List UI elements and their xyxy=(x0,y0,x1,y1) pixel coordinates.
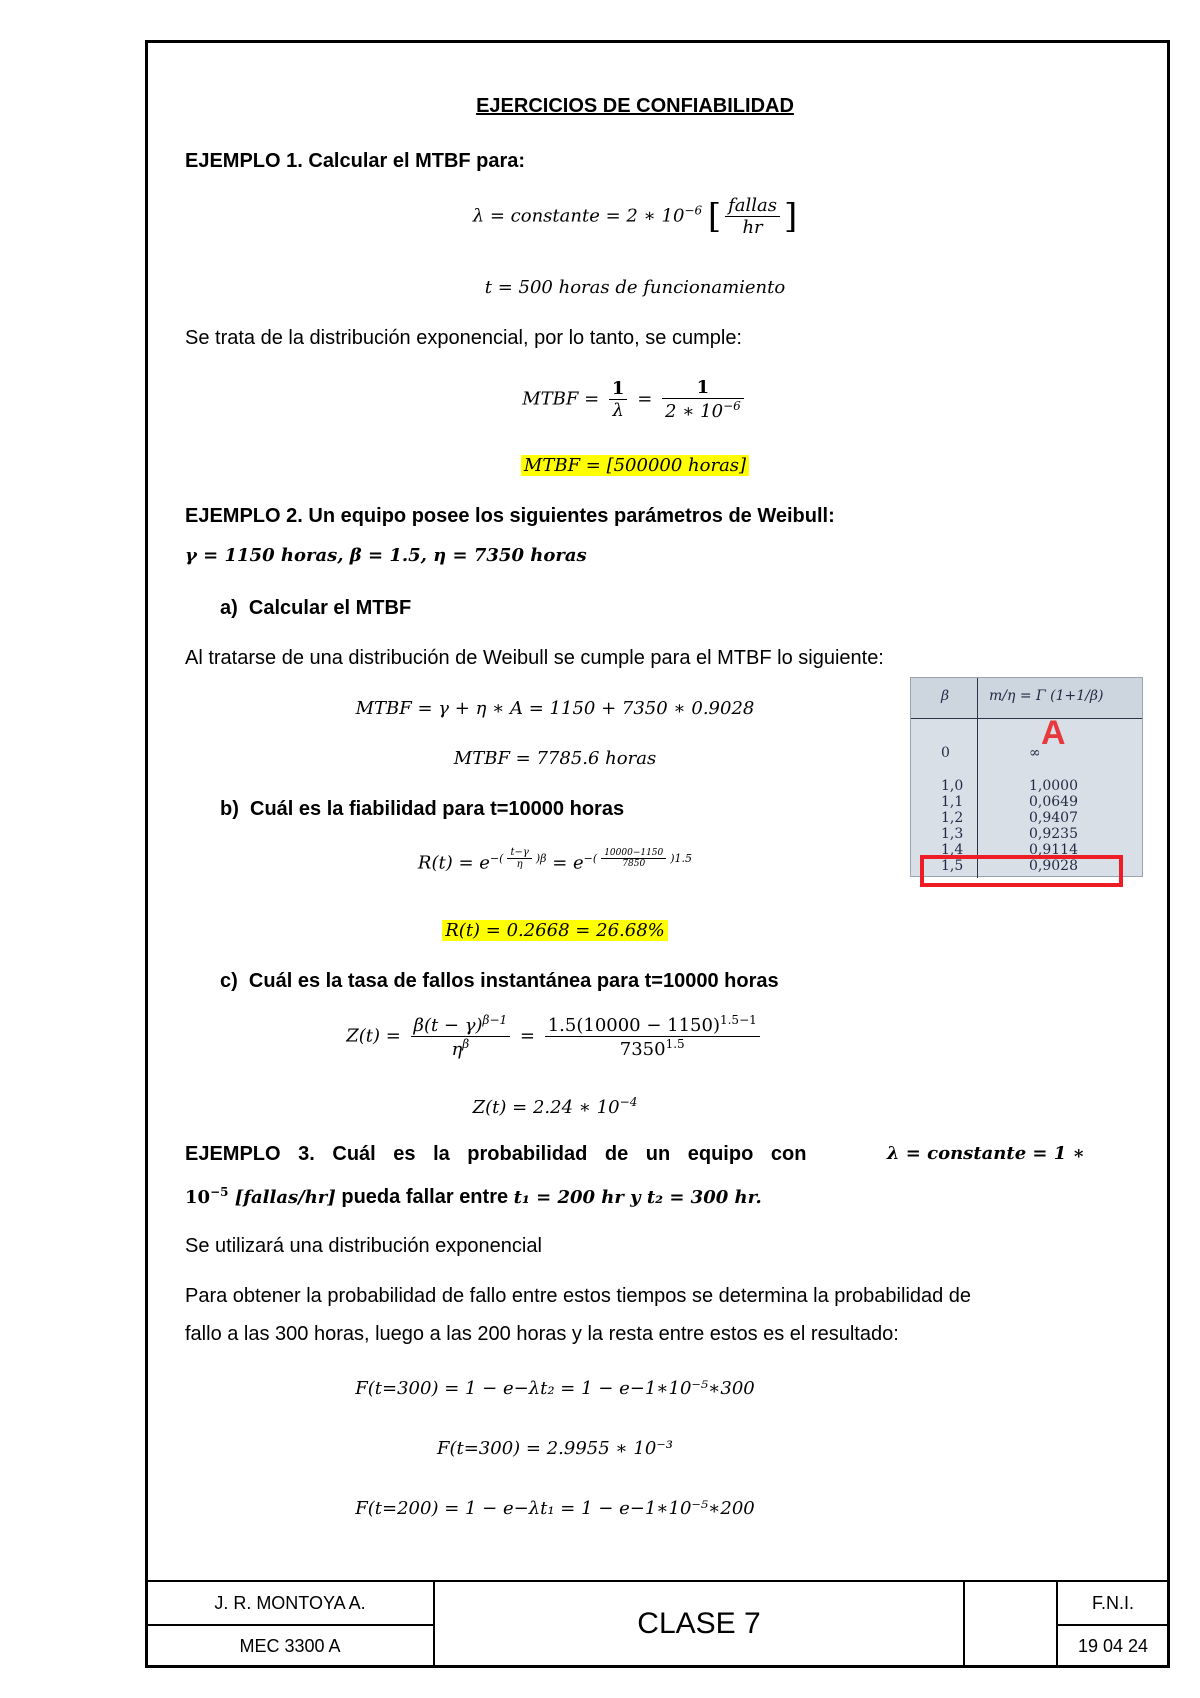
beta-header: β xyxy=(941,688,950,704)
gamma-row: 0 ∞ xyxy=(941,745,1041,761)
footer-table xyxy=(145,1580,1170,1668)
failure-rate-result: Z(t) = 2.24 ∗ $10^{-4}$ xyxy=(472,1095,638,1118)
highlight-box xyxy=(920,855,1123,887)
part-a-heading: a) Calcular el MTBF xyxy=(220,597,412,619)
example-3-heading-line2: $10^{-5}$ [fallas/hr] pueda fallar entre t₁ = 200 hr y t₂ = 300 hr. xyxy=(185,1185,762,1208)
author-cell: J. R. MONTOYA A. xyxy=(145,1580,435,1626)
mtbf-equation: MTBF = $\frac{1}{\lambda}$ = $\frac{1}{2 ∗ 10^{-6}}$ xyxy=(185,377,1085,422)
mtbf-weibull-result: MTBF = 7785.6 horas xyxy=(453,748,657,769)
probability-200-equation: F(t=200) = 1 − e−λt₁ = 1 − e−1∗10⁻⁵∗200 xyxy=(355,1498,755,1519)
gamma-row: 1,1 0,0649 xyxy=(941,794,1078,810)
mtbf-result: MTBF = [500000 horas] xyxy=(185,455,1085,476)
example-3-text-1: Se utilizará una distribución exponencial xyxy=(185,1235,542,1257)
time-equation: t = 500 horas de funcionamiento xyxy=(484,277,786,298)
failure-rate-equation: Z(t) = $\frac{\beta(t - \gamma)^{\beta-1}}{\eta^\beta}$ = $\frac{1.5(10000 - 1150)^{1.5-1}}{7350^{1.5}}$ xyxy=(185,1013,925,1060)
example-3-text-2: Para obtener la probabilidad de fallo entre estos tiempos se determina la probabilidad de xyxy=(185,1285,972,1307)
ratio-header: m/η = Γ (1+1/β) xyxy=(989,688,1104,704)
reliability-result: R(t) = 0.2668 = 26.68% xyxy=(185,920,925,941)
page-title: EJERCICIOS DE CONFIABILIDAD xyxy=(476,95,794,117)
example-2-heading: EJEMPLO 2. Un equipo posee los siguientes parámetros de Weibull: xyxy=(185,505,835,527)
gamma-row: 1,3 0,9235 xyxy=(941,826,1078,842)
reliability-equation: $R(t) = e^{-( \frac{t-\gamma}{\eta} )\beta} = e^{-( \frac{10000-1150}{7850} )1.5}$ xyxy=(417,847,693,874)
part-b-heading: b) Cuál es la fiabilidad para t=10000 horas xyxy=(220,798,625,820)
gamma-row: 1,5 0,9028 xyxy=(941,858,1078,874)
mtbf-weibull-equation: MTBF = γ + η ∗ A = 1150 + 7350 ∗ 0.9028 xyxy=(355,698,755,719)
date-cell: 19 04 24 xyxy=(1056,1624,1170,1668)
course-cell: MEC 3300 A xyxy=(145,1624,435,1668)
example-1-text: Se trata de la distribución exponencial, por lo tanto, se cumple: xyxy=(185,327,742,349)
weibull-parameters: γ = 1150 horas, β = 1.5, η = 7350 horas xyxy=(185,545,587,566)
gamma-function-table xyxy=(910,677,1143,877)
example-1-heading: EJEMPLO 1. Calcular el MTBF para: xyxy=(185,150,526,172)
gamma-row: 1,2 0,9407 xyxy=(941,810,1078,826)
probability-300-equation: F(t=300) = 1 − e−λt₂ = 1 − e−1∗10⁻⁵∗300 xyxy=(355,1378,755,1399)
lambda-equation: λ = constante = 2 ∗ $10^{-6}$ [ $\frac{\text{fallas}}{hr}$ ] xyxy=(472,195,798,238)
empty-cell xyxy=(963,1580,1058,1668)
probability-300-result: F(t=300) = 2.9955 ∗ 10⁻³ xyxy=(436,1438,673,1459)
example-3-text-3: fallo a las 300 horas, luego a las 200 horas y la resta entre estos es el resultado: xyxy=(185,1323,899,1345)
example-3-heading-line1: EJEMPLO 3. Cuál es la probabilidad de un equipo con λ = constante = 1 ∗ xyxy=(185,1143,1085,1165)
handwritten-a-annotation: A xyxy=(1041,714,1066,752)
part-a-intro: Al tratarse de una distribución de Weibull se cumple para el MTBF lo siguiente: xyxy=(185,647,884,669)
part-c-heading: c) Cuál es la tasa de fallos instantánea para t=10000 horas xyxy=(220,970,779,992)
gamma-row: 1,4 0,9114 xyxy=(941,842,1078,858)
gamma-table-header xyxy=(911,678,1142,719)
gamma-row: 1,0 1,0000 xyxy=(941,778,1078,794)
faculty-cell: F.N.I. xyxy=(1056,1580,1170,1626)
class-cell: CLASE 7 xyxy=(433,1580,965,1668)
